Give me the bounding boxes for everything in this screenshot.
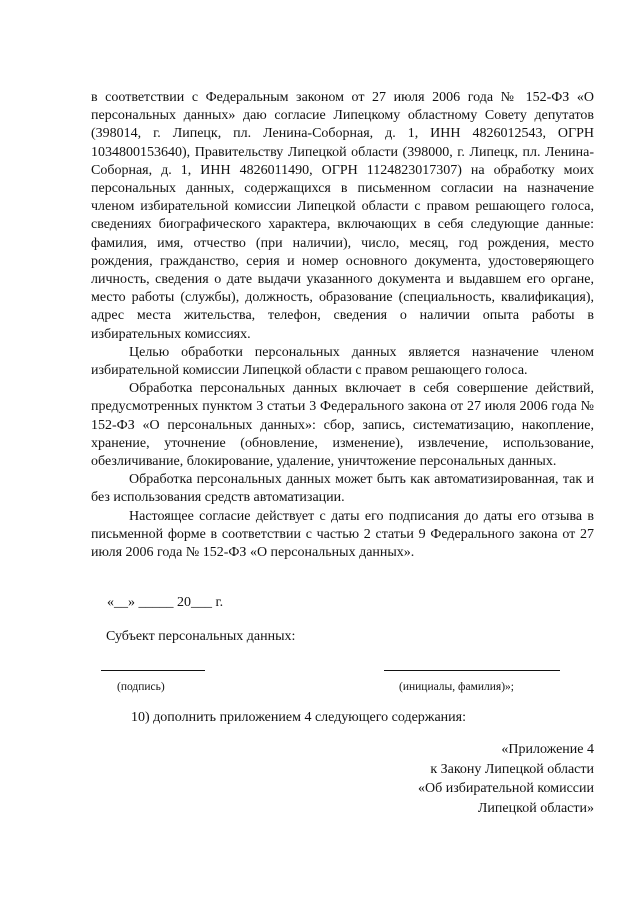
consent-paragraph-1: в соответствии с Федеральным законом от 27 июля 2006 года № 152-ФЗ «О персональных данных» даю согласие Липецкому областному Совету депутатов (398014, г. Липецк, пл. Ленина-Соборная, д. 1, ИНН 4826012543, ОГРН 1034800153640), Правительству Липецкой области (398000, г. Липецк, пл. Ленина-Соборная, д. 1, ИНН 4826011490, ОГРН 1124823017307) на обработку моих персональных данных, содержащихся в письменном согласии на назначение членом избирательной комиссии Липецкой области с правом решающего голоса, сведениях биографического характера, включающих в себя следующие данные: фамилия, имя, отчество (при наличии), число, месяц, год рождения, место рождения, гражданство, серия и номер основного документа, удостоверяющего личность, сведения о дате выдачи указанного документа и выдавшем его органе, место работы (службы), должность, образование (специальность, квалификация), адрес места жительства, телефон, сведения о наличии опыта работы в избирательных комиссиях. <box>91 90 594 342</box>
processing-paragraph: Обработка персональных данных включает в себя совершение действий, предусмотренных пунктом 3 статьи 3 Федерального закона от 27 июля 2006 года № 152-ФЗ «О персональных данных»: сбор, запись, систематизацию, накопление, хранение, уточнение (обновление, изменение), извлечение, использование, обезличивание, блокирование, удаление, уничтожение персональных данных. <box>91 381 594 470</box>
consent-body <box>91 89 594 562</box>
appendix-header-line: к Закону Липецкой области <box>430 761 594 777</box>
signature-line <box>101 670 205 671</box>
appendix-header-line: «Приложение 4 <box>501 742 594 757</box>
subject-label: Субъект персональных данных: <box>106 629 296 644</box>
purpose-paragraph: Целью обработки персональных данных является назначение членом избирательной комиссии Липецкой области с правом решающего голоса. <box>91 344 594 379</box>
signature-caption: (подпись) <box>117 681 165 693</box>
date-line: «__» _____ 20___ г. <box>107 595 224 610</box>
addendum-instruction: 10) дополнить приложением 4 следующего содержания: <box>131 710 466 725</box>
validity-paragraph: Настоящее согласие действует с даты его подписания до даты его отзыва в письменной форме в соответствии с частью 2 статьи 9 Федерального закона от 27 июля 2006 года № 152-ФЗ «О персональных данных». <box>91 508 594 561</box>
initials-caption: (инициалы, фамилия)»; <box>399 681 514 693</box>
appendix-header-line: Липецкой области» <box>477 800 594 816</box>
appendix-header-line: «Об избирательной комиссии <box>418 781 594 796</box>
initials-line <box>384 670 560 671</box>
appendix-header <box>418 740 594 818</box>
automation-paragraph: Обработка персональных данных может быть как автоматизированная, так и без использования средств автоматизации. <box>91 472 594 506</box>
